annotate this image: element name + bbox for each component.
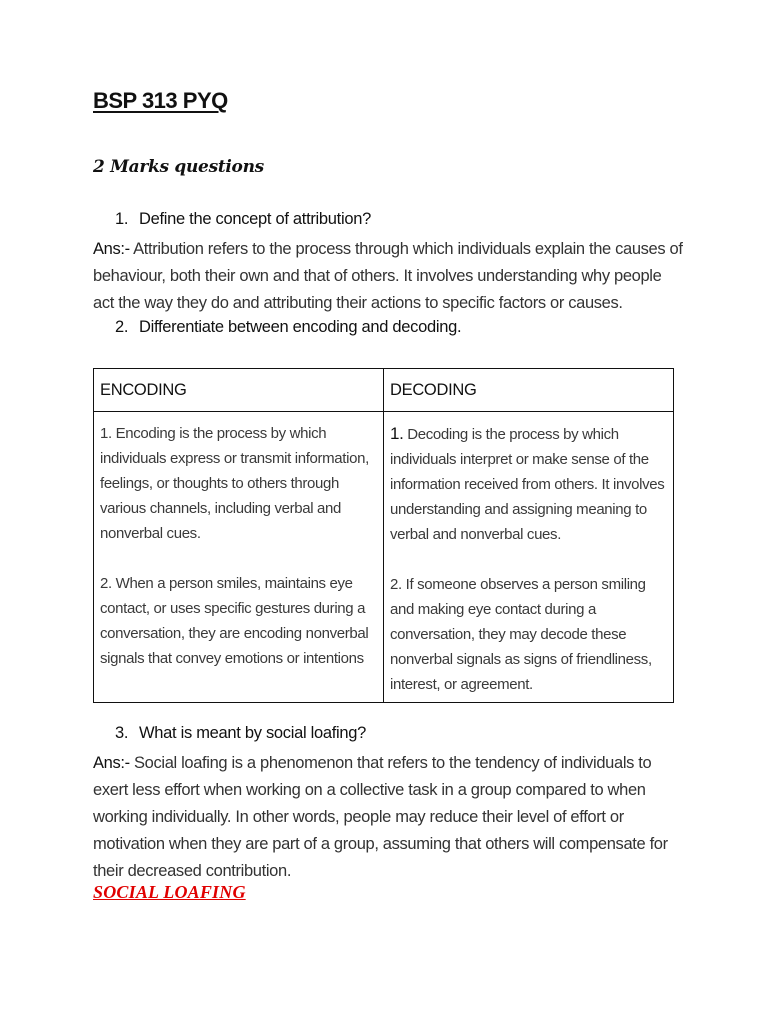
question-3 [115,724,366,743]
encoding-cell [94,412,384,703]
point-text: When a person smiles, maintains eye contact, or uses specific gestures during a conversation, they are encoding nonverbal signals that convey emotions or intentions [100,575,369,667]
point-number: 1. [100,425,112,442]
table-header-encoding: ENCODING [94,369,384,412]
point-text: Encoding is the process by which individuals express or transmit information, feelings, or thoughts to others through various channels, including verbal and nonverbal cues. [100,425,369,542]
social-loafing-link[interactable]: SOCIAL LOAFING [93,882,246,902]
question-1 [115,210,371,229]
point-number: 1. [390,424,404,443]
question-2 [115,318,461,337]
document-title: BSP 313 PYQ [93,88,228,113]
encoding-point-2 [100,571,377,671]
encoding-decoding-table [93,368,674,703]
answer-label: Ans:- [93,754,130,772]
question-number: 2. [115,318,129,336]
answer-text: Attribution refers to the process through which individuals explain the causes of behaviour, both their own and that of others. It involves understanding why people act the way they do and attributing their actions to specific factors or causes. [93,240,683,312]
question-text: Differentiate between encoding and decoding. [139,318,462,336]
decoding-cell [384,412,674,703]
answer-text: Social loafing is a phenomenon that refers to the tendency of individuals to exert less effort when working on a collective task in a group compared to when working individually. In other words, people may reduce their level of effort or motivation when they are part of a group, assuming that others will compensate for their decreased contribution. [93,754,668,880]
question-text: What is meant by social loafing? [139,724,367,742]
answer-1 [93,236,683,317]
question-text: Define the concept of attribution? [139,210,371,228]
point-text: If someone observes a person smiling and making eye contact during a conversation, they may decode these nonverbal signals as signs of friendliness, interest, or agreement. [390,576,652,693]
decoding-point-2 [390,572,667,697]
point-number: 2. [100,575,112,592]
point-number: 2. [390,576,402,593]
section-heading: 2 Marks questions [93,157,264,177]
table-header-row [94,369,674,412]
question-number: 3. [115,724,129,742]
answer-label: Ans:- [93,240,130,258]
point-text: Decoding is the process by which individuals interpret or make sense of the information received from others. It involves understanding and assigning meaning to verbal and nonverbal cues. [390,426,665,543]
encoding-point-1 [100,421,377,546]
decoding-point-1 [390,421,667,547]
table-header-decoding: DECODING [384,369,674,412]
question-number: 1. [115,210,129,228]
table-row [94,412,674,703]
answer-3 [93,750,683,885]
